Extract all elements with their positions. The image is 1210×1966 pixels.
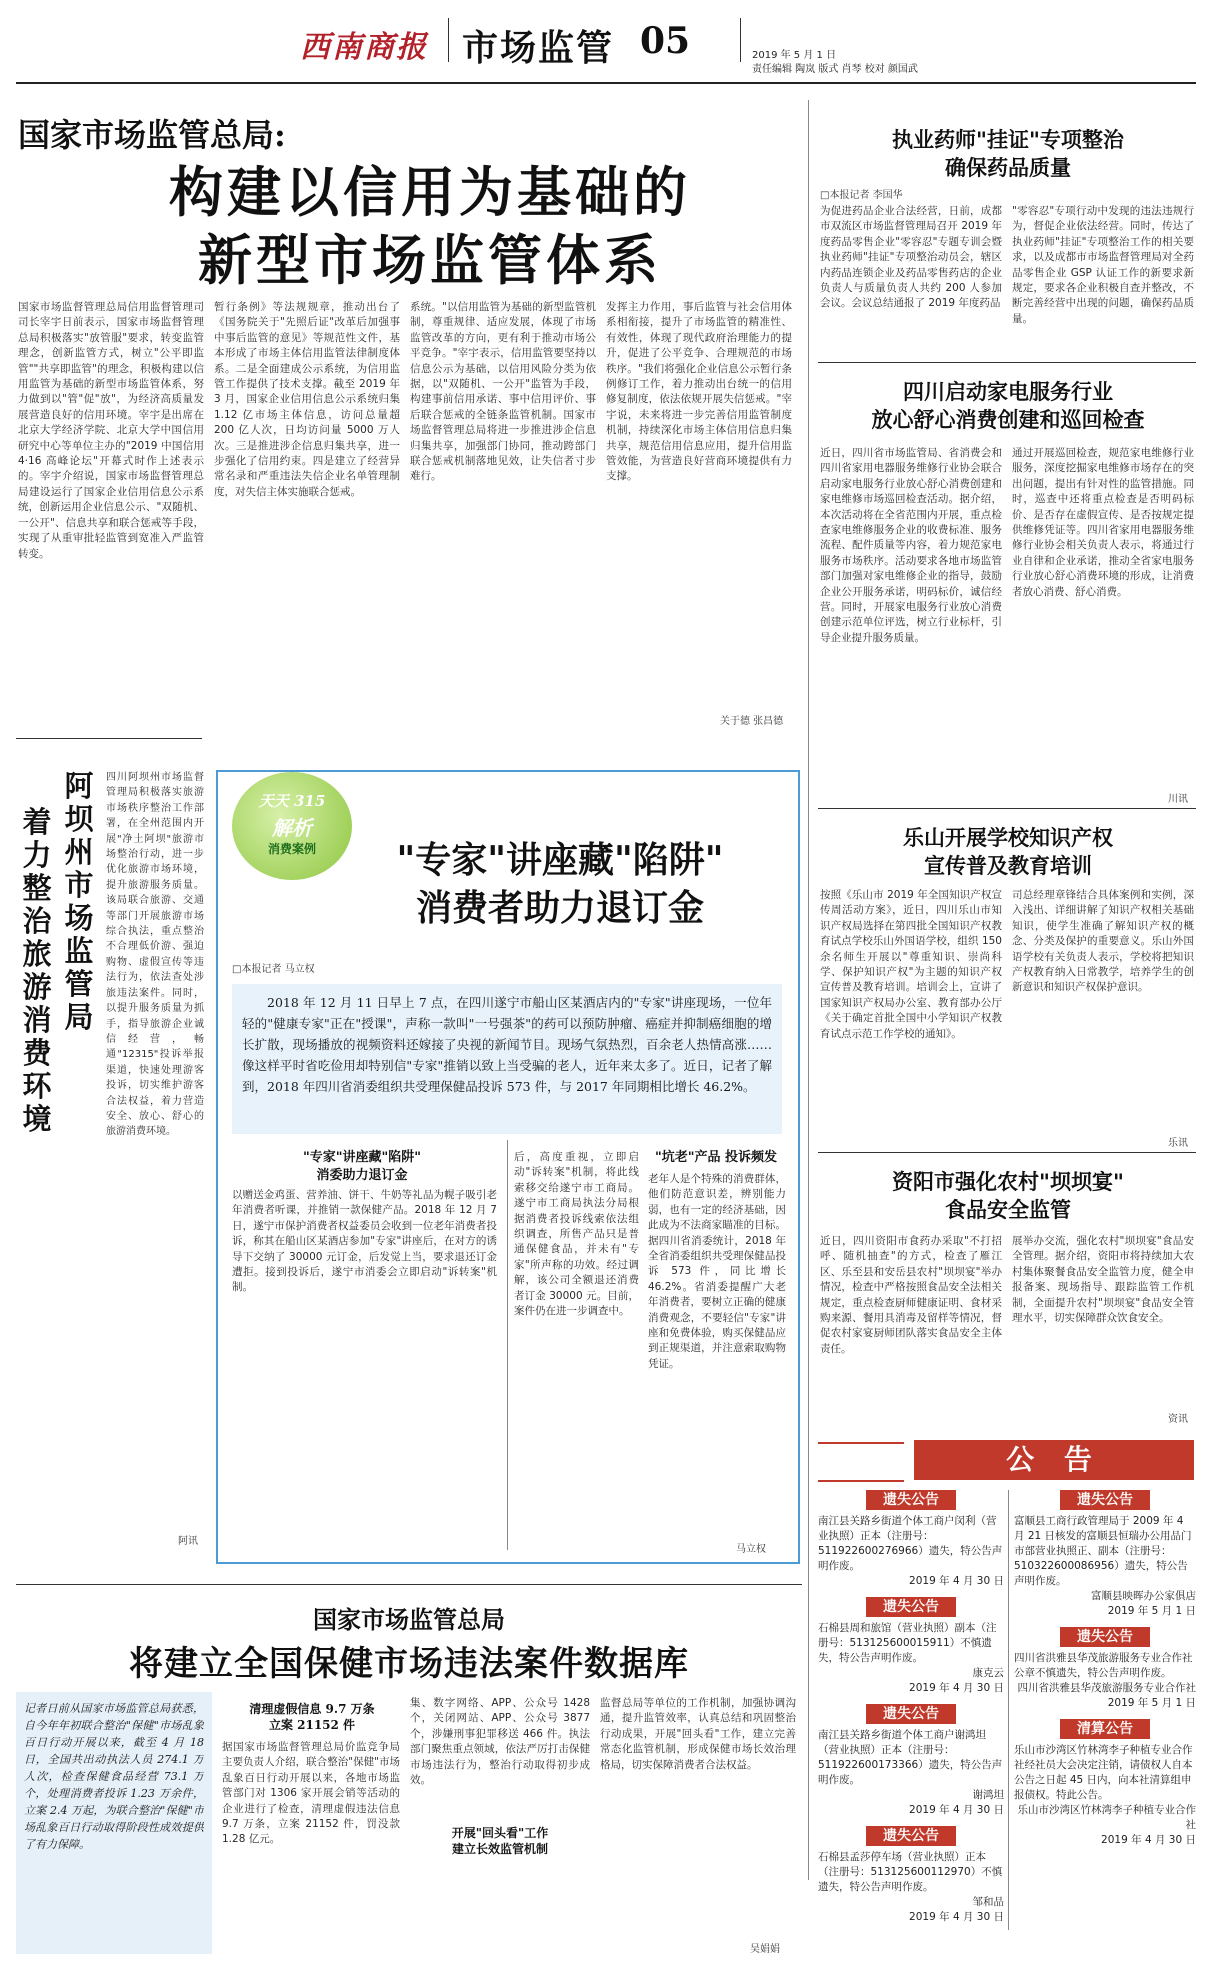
sub2-title: "坑老"产品 投诉频发 bbox=[654, 1150, 778, 1165]
bottom-col-3: 集、数字网络、APP、公众号 1428 个，关闭网站、APP、公众号 3877 个，涉嫌刑事犯罪移送 466 件。执法部门聚焦重点领域，依法严厉打击保健市场违法行为，整治行动取得初步成效。 bbox=[410, 1697, 590, 1787]
bottom-col-4: 监督总局等单位的工作机制，加强协调沟通，提升监管效率，认真总结和巩固整治行动成果，开展"回头看"工作，建立完善常态化监管机制，形成保健市场长效治理格局，切实保障消费者合法权益。 bbox=[600, 1697, 796, 1771]
notice-signer: 康克云 bbox=[972, 1667, 1004, 1679]
notice-text: 乐山市沙湾区竹林湾李子种植专业合作社经社员大会决定注销，请债权人自本公告之日起 45 日内，向本社清算组申报债权。特此公告。 bbox=[1014, 1744, 1193, 1801]
bottom-sub2-2: 建立长效监管机制 bbox=[451, 1842, 548, 1856]
notice-date: 2019 年 5 月 1 日 bbox=[1107, 1697, 1196, 1709]
notice-signer: 乐山市沙湾区竹林湾李子种植专业合作社 bbox=[1017, 1804, 1196, 1831]
bottom-author: 吴娟娟 bbox=[750, 1944, 780, 1955]
bottom-title: 将建立全国保健市场违法案件数据库 bbox=[129, 1644, 689, 1684]
bottom-intro-box bbox=[16, 1692, 212, 1954]
masthead bbox=[0, 0, 1210, 80]
sub1-col-1: 以赠送金鸡蛋、营养油、饼干、牛奶等礼品为幌子吸引老年消费者听课，并推销一款保健产品。2018 年 12 月 7 日，遂宁市保护消费者权益委员会收到一位老年消费者投诉，称其在船山区某酒店参加"专家"讲座后，在对方的诱导下交纳了 30000 元订金，后发觉上当，要求退还订金遭拒。接到投诉后，遂宁市消委会立即启动"诉转案"机制。 bbox=[232, 1189, 497, 1294]
notice-date: 2019 年 4 月 30 日 bbox=[909, 1682, 1004, 1694]
bottom-intro: 记者日前从国家市场监管总局获悉，自今年年初联合整治"保健"市场乱象百日行动开展以来，截至 4 月 18 日，全国共出动执法人员 274.1 万人次，检查保健食品经营 73.1 万个，处理消费者投诉 1.23 万余件，立案 2.4 万起，为联合整治"保健"市场乱象百日行动取得阶段性成效提供了有力保障。 bbox=[24, 1702, 204, 1851]
bottom-col-3b bbox=[410, 1862, 590, 1954]
feature-intro: 2018 年 12 月 11 日早上 7 点，在四川遂宁市船山区某酒店内的"专家"讲座现场，一位年轻的"健康专家"正在"授课"，声称一款叫"一号强茶"的药可以预防肿瘤、癌症并抑制癌细胞的增长扩散，现场播放的视频资料还嫁接了央视的新闻节目。现场气氛热烈，百余老人热情高涨……像这样平时省吃俭用却特别信"专家"推销以致上当受骗的老人，近年来太多了。近日，记者了解到，2018 年四川省消委组织共受理保健品投诉 573 件，与 2017 年同期相比增长 46.2%。 bbox=[242, 995, 772, 1094]
notice-signer: 富顺县映晖办公家俱店 bbox=[1091, 1590, 1196, 1602]
notice-title: 遗失公告 bbox=[1060, 1627, 1150, 1647]
feature-intro-box bbox=[232, 984, 782, 1134]
bottom-col-2: 据国家市场监督管理总局价监竞争局主要负责人介绍，联合整治"保健"市场乱象百日行动开展以来，各地市场监管部门对 1306 家开展会销等活动的企业进行了检查，清理虚假违法信息 9.7 万条，立案 21152 件，罚没款 1.28 亿元。 bbox=[222, 1741, 400, 1846]
feature-author: 马立权 bbox=[736, 1544, 766, 1555]
notice-title: 遗失公告 bbox=[866, 1704, 956, 1724]
badge-line-1: 天天 315 bbox=[258, 792, 326, 810]
right3-title-2: 宣传普及教育培训 bbox=[924, 853, 1092, 878]
badge-line-3: 消费案例 bbox=[267, 842, 316, 856]
notice-text: 南江县关路乡街道个体工商户谢鸿坦（营业执照）正本（注册号：511922600173366）遗失，特公告声明作废。 bbox=[818, 1729, 1003, 1786]
notice-signer: 邹和品 bbox=[972, 1896, 1004, 1908]
aba-title-col-1: 阿坝州市场监管局 bbox=[64, 769, 94, 1034]
notice-date: 2019 年 4 月 30 日 bbox=[909, 1804, 1004, 1816]
section-title: 市场监管 bbox=[462, 27, 615, 69]
right4-author: 资讯 bbox=[1168, 1414, 1188, 1425]
lead-title-1: 构建以信用为基础的 bbox=[169, 160, 691, 224]
notice-title: 遗失公告 bbox=[1060, 1490, 1150, 1510]
right4-title-1: 资阳市强化农村"坝坝宴" bbox=[892, 1169, 1124, 1194]
editors-line: 责任编辑 陶岚 版式 肖琴 校对 颜国武 bbox=[752, 64, 918, 75]
sub1-col-2: 后，高度重视，立即启动"诉转案"机制，将此线索移交给遂宁市工商局。遂宁市工商局执法分局根据消费者投诉线索依法组织调查，所售产品只是普通保健食品，并未有"专家"所声称的功效。经过调解，该公司全额退还消费者订金 30000 元。目前，案件仍在进一步调查中。 bbox=[514, 1151, 639, 1318]
notice-text: 石棉县孟莎停车场（营业执照）正本（注册号：513125600112970）不慎遗失，特公告声明作废。 bbox=[818, 1851, 1003, 1893]
right3-author: 乐讯 bbox=[1168, 1138, 1188, 1149]
notice-header bbox=[914, 1440, 1194, 1480]
notice-date: 2019 年 4 月 30 日 bbox=[909, 1575, 1004, 1587]
sub1-title-2: 消委助力退订金 bbox=[316, 1168, 408, 1183]
lead-title-2: 新型市场监管体系 bbox=[198, 228, 662, 292]
notice-text: 南江县关路乡街道个体工商户闵利（营业执照）正本（注册号：511922600276966）遗失，特公告声明作废。 bbox=[818, 1515, 1003, 1572]
right2-author: 川讯 bbox=[1168, 794, 1188, 805]
page-number: 05 bbox=[640, 20, 691, 62]
bottom-kicker: 国家市场监管总局 bbox=[313, 1605, 505, 1634]
notice-left-col bbox=[818, 1490, 1004, 1925]
paper-name: 西南商报 bbox=[300, 30, 428, 65]
notice-text: 石棉县周和旅馆（营业执照）副本（注册号：513125600015911）不慎遗失，特公告声明作废。 bbox=[818, 1622, 997, 1664]
notice-text: 富顺县工商行政管理局于 2009 年 4 月 21 日核发的富顺县恒瑞办公用品门市部营业执照正、副本（注册号：510322600086956）遗失，特公告声明作废。 bbox=[1014, 1515, 1192, 1587]
notice-title: 遗失公告 bbox=[866, 1826, 956, 1846]
lead-col-4: 发挥主力作用，事后监管与社会信用体系相衔接，提升了市场监管的精准性、有效性，体现了现代政府治理能力的提升，促进了公平竞争、合理规范的市场秩序。"我们将强化企业信息公示暂行条例修订工作，着力推动出台统一的信用修复制度，依法依规开展失信惩戒。"宰宇说，未来将进一步完善信用监管制度机制，持续深化市场主体信用信息归集共享，规范信用信息应用，提升信用监管效能，为营造良好营商环境提供有力支撑。 bbox=[606, 301, 792, 483]
lead-col-2: 暂行条例》等法规规章，推动出台了《国务院关于"先照后证"改革后加强事中事后监管的意见》等规范性文件，基本形成了市场主体信用监管法律制度体系。二是全面建成公示系统，为信用监管工作提供了技术支撑。截至 2019 年 3 月，国家企业信用信息公示系统归集 1.12 亿市场主体信息，访问总量超 200 亿人次，日均访问量 5000 万人次。三是推进涉企信息归集共享，进一步强化了信用约束。四是建立了经营异常名录和严重违法失信企业名单管理制度，对失信主体实施联合惩戒。 bbox=[214, 301, 400, 498]
right3-title-1: 乐山开展学校知识产权 bbox=[903, 825, 1113, 850]
right1-title-1: 执业药师"挂证"专项整治 bbox=[892, 127, 1124, 152]
notice-signer: 谢鸿坦 bbox=[972, 1789, 1004, 1801]
right2-title-2: 放心舒心消费创建和巡回检查 bbox=[871, 407, 1145, 432]
bottom-sub1-1: 清理虚假信息 9.7 万条 bbox=[249, 1702, 375, 1716]
right3-col-2: 司总经理章锋结合具体案例和实例，深入浅出、详细讲解了知识产权相关基础知识，使学生准确了解知识产权的概念、分类及保护的重要意义。乐山外国语学校有关负责人表示，学校将把知识产权教育纳入日常教学，培养学生的创新意识和知识产权保护意识。 bbox=[1012, 889, 1194, 994]
sub1-title-1: "专家"讲座藏"陷阱" bbox=[302, 1150, 422, 1165]
right2-title-1: 四川启动家电服务行业 bbox=[903, 379, 1113, 404]
feature-title-2: 消费者助力退订金 bbox=[415, 887, 704, 929]
lead-col-1: 国家市场监督管理总局信用监督管理司司长宰宇日前表示，国家市场监督管理总局积极落实"放管服"要求，转变监管理念，创新监管方式，树立"公平即监管""共享即监管"的理念，积极构建以信用监管为基础的新型市场监管体系，努力做到以"管"促"放"，为经济高质量发展营造良好的信用环境。宰宇是出席在北京大学经济学院、北京大学中国信用研究中心等单位主办的"2019 中国信用 4·16 高峰论坛"开幕式时作上述表示的。宰宇介绍说，国家市场监督管理总局建设运行了国家企业信用信息公示系统，创新运用企业信息公示、"双随机、一公开"、信息共享和联合惩戒等手段，实现了从重审批轻监管到宽准入严监管转变。 bbox=[18, 301, 204, 560]
badge-line-2: 解析 bbox=[272, 816, 312, 840]
right1-title-2: 确保药品质量 bbox=[945, 155, 1071, 180]
notice-right-col bbox=[1014, 1490, 1196, 1848]
aba-title-col-2: 着力整治旅游消费环境 bbox=[22, 805, 52, 1136]
right4-col-2: 展举办交流，强化农村"坝坝宴"食品安全管理。据介绍，资阳市将持续加大农村集体聚餐食品安全监管力度，健全申报备案、现场指导、跟踪监管工作机制，全面提升农村"坝坝宴"食品安全管理水平，切实保障群众饮食安全。 bbox=[1012, 1235, 1194, 1325]
notice-signer: 四川省洪雅县华茂旅游服务专业合作社 bbox=[1017, 1682, 1196, 1694]
notice-date: 2019 年 5 月 1 日 bbox=[1107, 1605, 1196, 1617]
aba-author: 阿讯 bbox=[178, 1536, 198, 1547]
lead-col-3: 系统。"以信用监管为基础的新型监管机制，尊重规律、适应发展，体现了市场监管改革的方向，更有利于推动市场公平竞争。"宰宇表示，信用监管要坚持以信息公示为基础，以信用风险分类为依据，以"双随机、一公开"监管为手段，构建事前信用承诺、事中信用评价、事后联合惩戒的全链条监管机制。国家市场监督管理总局将进一步推进涉企信息归集共享，加强部门协同，推动跨部门联合惩戒机制落地见效，让失信者寸步难行。 bbox=[410, 301, 596, 483]
issue-date: 2019 年 5 月 1 日 bbox=[752, 50, 837, 61]
right1-byline: □本报记者 李国华 bbox=[820, 190, 903, 201]
right2-col-1: 近日，四川省市场监管局、省消费会和四川省家用电器服务维修行业协会联合启动家电服务行业放心舒心消费创建和家电维修市场巡回检查活动。据介绍，本次活动将在全省范围内开展，重点检查家电维修服务企业的收费标准、服务流程、配件质量等内容，着力规范家电服务市场秩序。活动要求各地市场监管部门加强对家电维修企业的指导，鼓励企业公开服务承诺，明码标价，诚信经营。同时，开展家电服务行业放心消费创建示范单位评选，树立行业标杆，引导企业提升服务质量。 bbox=[820, 447, 1002, 644]
masthead-rule bbox=[16, 82, 1196, 84]
lead-kicker: 国家市场监管总局: bbox=[18, 116, 286, 154]
notice-text: 四川省洪雅县华茂旅游服务专业合作社公章不慎遗失，特公告声明作废。 bbox=[1014, 1652, 1193, 1679]
right1-col-1: 为促进药品企业合法经营，日前，成都市双流区市场监督管理局召开 2019 年度药品零售企业"零容忍"专题专训会暨执业药师"挂证"专项整治动员会，辖区内药品连锁企业及药品零售药店的企业负责人与质量负责人共约 200 人参加会议。会议总结通报了 2019 年度药品 bbox=[820, 205, 1002, 310]
notice-date: 2019 年 4 月 30 日 bbox=[909, 1911, 1004, 1923]
sub2-col: 老年人是个特殊的消费群体，他们防范意识差，辨别能力弱，也有一定的经济基础，因此成为不法商家瞄准的目标。据四川省消委统计，2018 年全省消委组织共受理保健品投诉 573 件，同比增长 46.2%。省消委提醒广大老年消费者，要树立正确的健康消费观念，不要轻信"专家"讲座和免费体验，购买保健品应到正规渠道，并注意索取购物凭证。 bbox=[648, 1173, 786, 1370]
right2-col-2: 通过开展巡回检查，规范家电维修行业服务，深度挖掘家电维修市场存在的突出问题，提出有针对性的监管措施。同时，巡查中还将重点检查是否明码标价、是否存在虚假宣传、是否按规定提供维修凭证等。四川省家用电器服务维修行业协会相关负责人表示，将通过行业自律和企业承诺，推动全省家电服务行业放心舒心消费环境的形成，让消费者放心消费、舒心消费。 bbox=[1012, 447, 1194, 598]
notice-title: 遗失公告 bbox=[866, 1597, 956, 1617]
aba-body: 四川阿坝州市场监督管理局积极落实旅游市场秩序整治工作部署，在全州范围内开展"净土阿坝"旅游市场整治行动，进一步优化旅游市场环境，提升旅游服务质量。该局联合旅游、交通等部门开展旅游市场综合执法，重点整治不合理低价游、强迫购物、虚假宣传等违法行为，依法查处涉旅违法案件。同时，以提升服务质量为抓手，指导旅游企业诚信经营，畅通"12315"投诉举报渠道，快速处理游客投诉，切实维护游客合法权益，着力营造安全、放心、舒心的旅游消费环境。 bbox=[106, 772, 204, 1138]
notice-title: 清算公告 bbox=[1060, 1719, 1150, 1739]
feature-title-1: "专家"讲座藏"陷阱" bbox=[396, 839, 724, 881]
right1-col-2: "零容忍"专项行动中发现的违法违规行为，督促企业依法经营。同时，传达了执业药师"挂证"专项整治工作的相关要求，以及成都市市场监督管理局对全药品零售企业 GSP 认证工作的新要求新规定，要求各企业积极自查并整改，不断完善经营中出现的问题，确保药品质量。 bbox=[1012, 205, 1194, 325]
bottom-sub2-1: 开展"回头看"工作 bbox=[451, 1826, 549, 1840]
notice-date: 2019 年 4 月 30 日 bbox=[1101, 1834, 1196, 1846]
notice-title: 遗失公告 bbox=[866, 1490, 956, 1510]
lead-byline: 关于德 张昌德 bbox=[720, 716, 784, 727]
notice-header-text: 公 告 bbox=[1006, 1443, 1102, 1476]
right4-col-1: 近日，四川资阳市食药办采取"不打招呼、随机抽查"的方式，检查了雁江区、乐至县和安岳县农村"坝坝宴"举办情况，检查中严格按照食品安全法相关规定，重点检查厨师健康证明、食材采购来源、餐用具消毒及留样等情况，督促农村家宴厨师团队落实食品安全主体责任。 bbox=[820, 1235, 1002, 1355]
feature-byline: □本报记者 马立权 bbox=[232, 964, 315, 975]
bottom-sub1-2: 立案 21152 件 bbox=[268, 1718, 356, 1732]
right4-title-2: 食品安全监管 bbox=[945, 1197, 1071, 1222]
right3-col-1: 按照《乐山市 2019 年全国知识产权宣传周活动方案》，近日，四川乐山市知识产权局选择在第四批全国知识产权教育试点学校乐山外国语学校，组织 150 余名师生开展以"尊重知识、崇尚科学、保护知识产权"为主题的知识产权宣传普及教育培训。培训会上，宣讲了国家知识产权局办公室、教育部办公厅《关于确定首批全国中小学知识产权教育试点示范工作学校的通知》。 bbox=[820, 889, 1002, 1040]
